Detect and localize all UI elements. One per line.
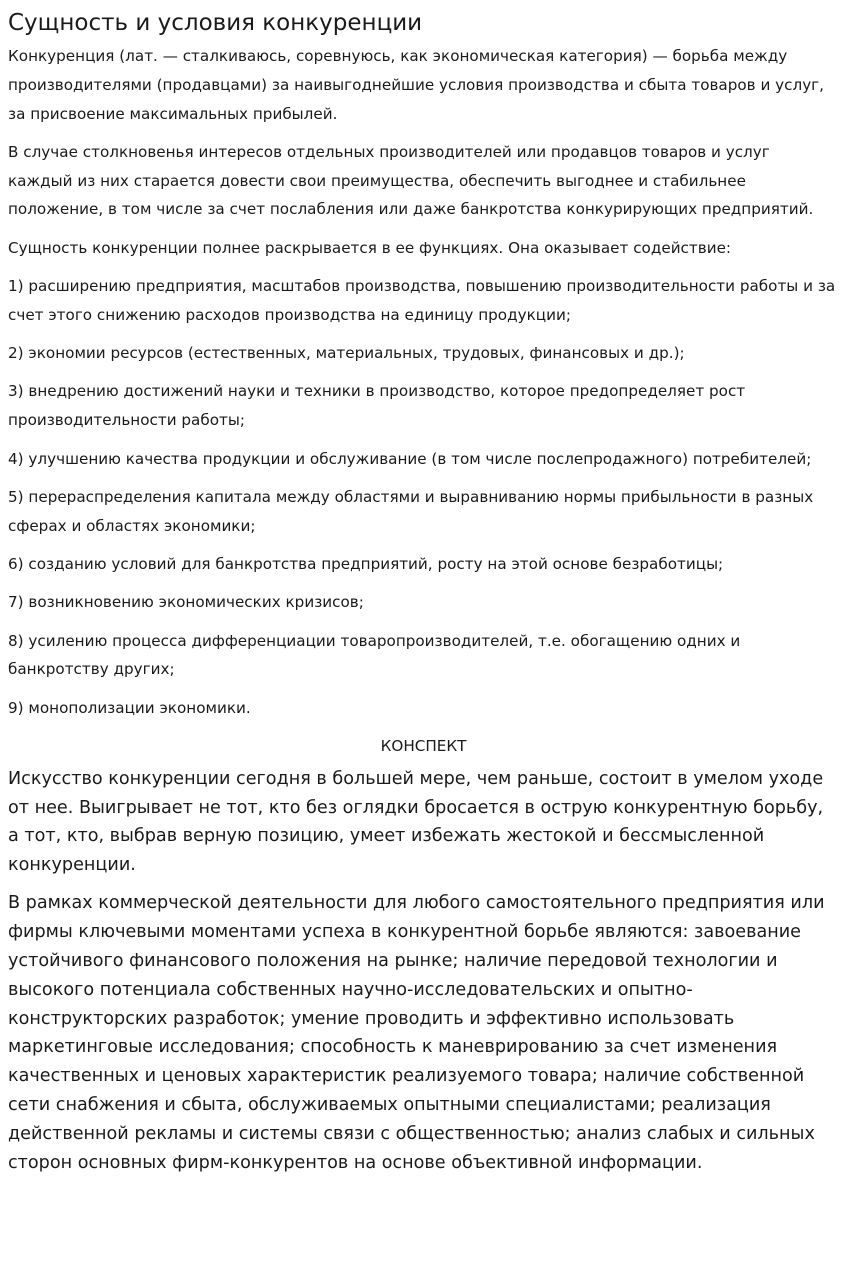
list-item-2: 2) экономии ресурсов (естественных, материальных, трудовых, финансовых и др.); — [8, 344, 685, 363]
list-item-5: 5) перераспределения капитала между областями и выравниванию нормы прибыльности в разных сферах и областях экономики; — [8, 487, 814, 535]
list-item-9: 9) монополизации экономики. — [8, 698, 251, 717]
list-item-6: 6) созданию условий для банкротства предприятий, росту на этой основе безработицы; — [8, 554, 724, 573]
paragraph-art-of-competition: Искусство конкуренции сегодня в большей мере, чем раньше, состоит в умелом уходе от нее. Выигрывает не тот, кто без оглядки бросается в острую конкурентную борьбу, а тот, кто, выбрав верную позицию, умеет избежать жестокой и бессмысленной конкуренции. — [8, 768, 824, 876]
paragraph-definition: Конкуренция (лат. — сталкиваюсь, соревнуюсь, как экономическая категория) — борьба между производителями (продавцами) за наивыгоднейшие условия производства и сбыта товаров и услуг, за присвоение максимальных прибылей. — [8, 47, 824, 123]
list-item-7: 7) возникновению экономических кризисов; — [8, 593, 364, 612]
paragraph-success-factors: В рамках коммерческой деятельности для любого самостоятельного предприятия или фирмы ключевыми моментами успеха в конкурентной борьбе являются: завоевание устойчивого финансового положения на рынке; наличие передовой технологии и высокого потенциала собственных научно-исследовательских и опытно-конструкторских разработок; умение проводить и эффективно использовать маркетинговые исследования; способность к маневрированию за счет изменения качественных и ценовых характеристик реализуемого товара; наличие собственной сети снабжения и сбыта, обслуживаемых опытными специалистами; реализация действенной рекламы и системы связи с общественностью; анализ слабых и сильных сторон основных фирм-конкурентов на основе объективной информации. — [8, 893, 825, 1173]
page-title: Сущность и условия конкуренции — [8, 10, 423, 36]
paragraph-conflict: В случае столкновенья интересов отдельных производителей или продавцов товаров и услуг каждый из них старается довести свои преимущества, обеспечить выгоднее и стабильнее положение, в том числе за счет послабления или даже банкротства конкурирующих предприятий. — [8, 142, 814, 219]
list-item-4: 4) улучшению качества продукции и обслуживание (в том числе послепродажного) потребителей; — [8, 449, 812, 468]
list-item-1: 1) расширению предприятия, масштабов производства, повышению производительности работы и за счет этого снижению расходов производства на единицу продукции; — [8, 277, 836, 324]
list-item-3: 3) внедрению достижений науки и техники в производство, которое предопределяет рост производительности работы; — [8, 382, 746, 430]
list-item-8: 8) усилению процесса дифференциации товаропроизводителей, т.е. обогащению одних и банкротству других; — [8, 631, 741, 679]
paragraph-functions-intro: Сущность конкуренции полнее раскрывается в ее функциях. Она оказывает содействие: — [8, 238, 732, 257]
section-label: КОНСПЕКТ — [380, 736, 467, 755]
